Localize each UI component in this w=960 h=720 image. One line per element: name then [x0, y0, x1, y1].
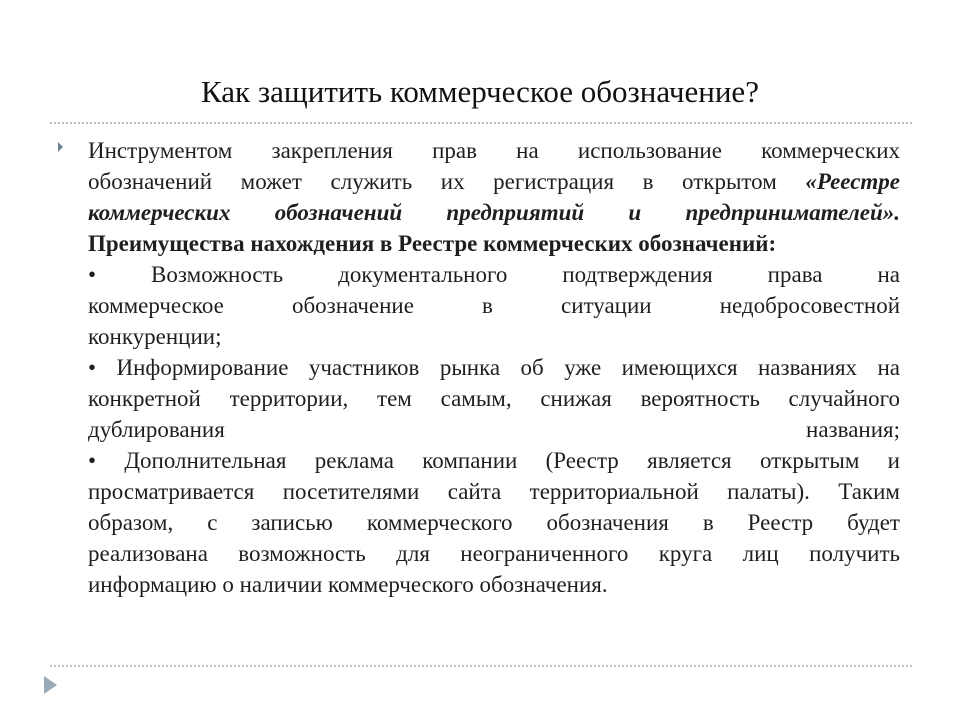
body-line: коммерческих обозначений предприятий и предпринимателей». [88, 200, 900, 225]
bottom-divider [50, 665, 912, 667]
body-line: конкуренции; [88, 324, 222, 349]
body-line: конкретной территории, тем самым, снижая вероятность случайного [88, 386, 900, 411]
body-line: • Дополнительная реклама компании (Реестр является открытым и [88, 448, 900, 473]
body-line: информацию о наличии коммерческого обозначения. [88, 572, 608, 597]
body-line: обозначений может служить их регистрация в открытом «Реестре [88, 169, 900, 194]
body-line: коммерческое обозначение в ситуации недобросовестной [88, 293, 900, 318]
body-line: • Возможность документального подтверждения права на [88, 262, 900, 287]
top-divider [50, 122, 912, 124]
body-line: просматривается посетителями сайта территориальной палаты). Таким [88, 479, 900, 504]
body-line: Инструментом закрепления прав на использование коммерческих [88, 138, 900, 163]
body-line: реализована возможность для неограниченного круга лиц получить [88, 541, 900, 566]
body-line: дублирования названия; [88, 417, 900, 442]
slide-title: Как защитить коммерческое обозначение? [201, 74, 759, 109]
bullet-triangle-icon [58, 142, 63, 152]
body-line: образом, с записью коммерческого обозначения в Реестр будет [88, 510, 900, 535]
next-slide-arrow-icon[interactable] [44, 676, 57, 694]
body-line-heading: Преимущества нахождения в Реестре коммерческих обозначений: [88, 231, 777, 256]
slide-body [88, 135, 900, 600]
body-line: • Информирование участников рынка об уже имеющихся названиях на [88, 355, 900, 380]
